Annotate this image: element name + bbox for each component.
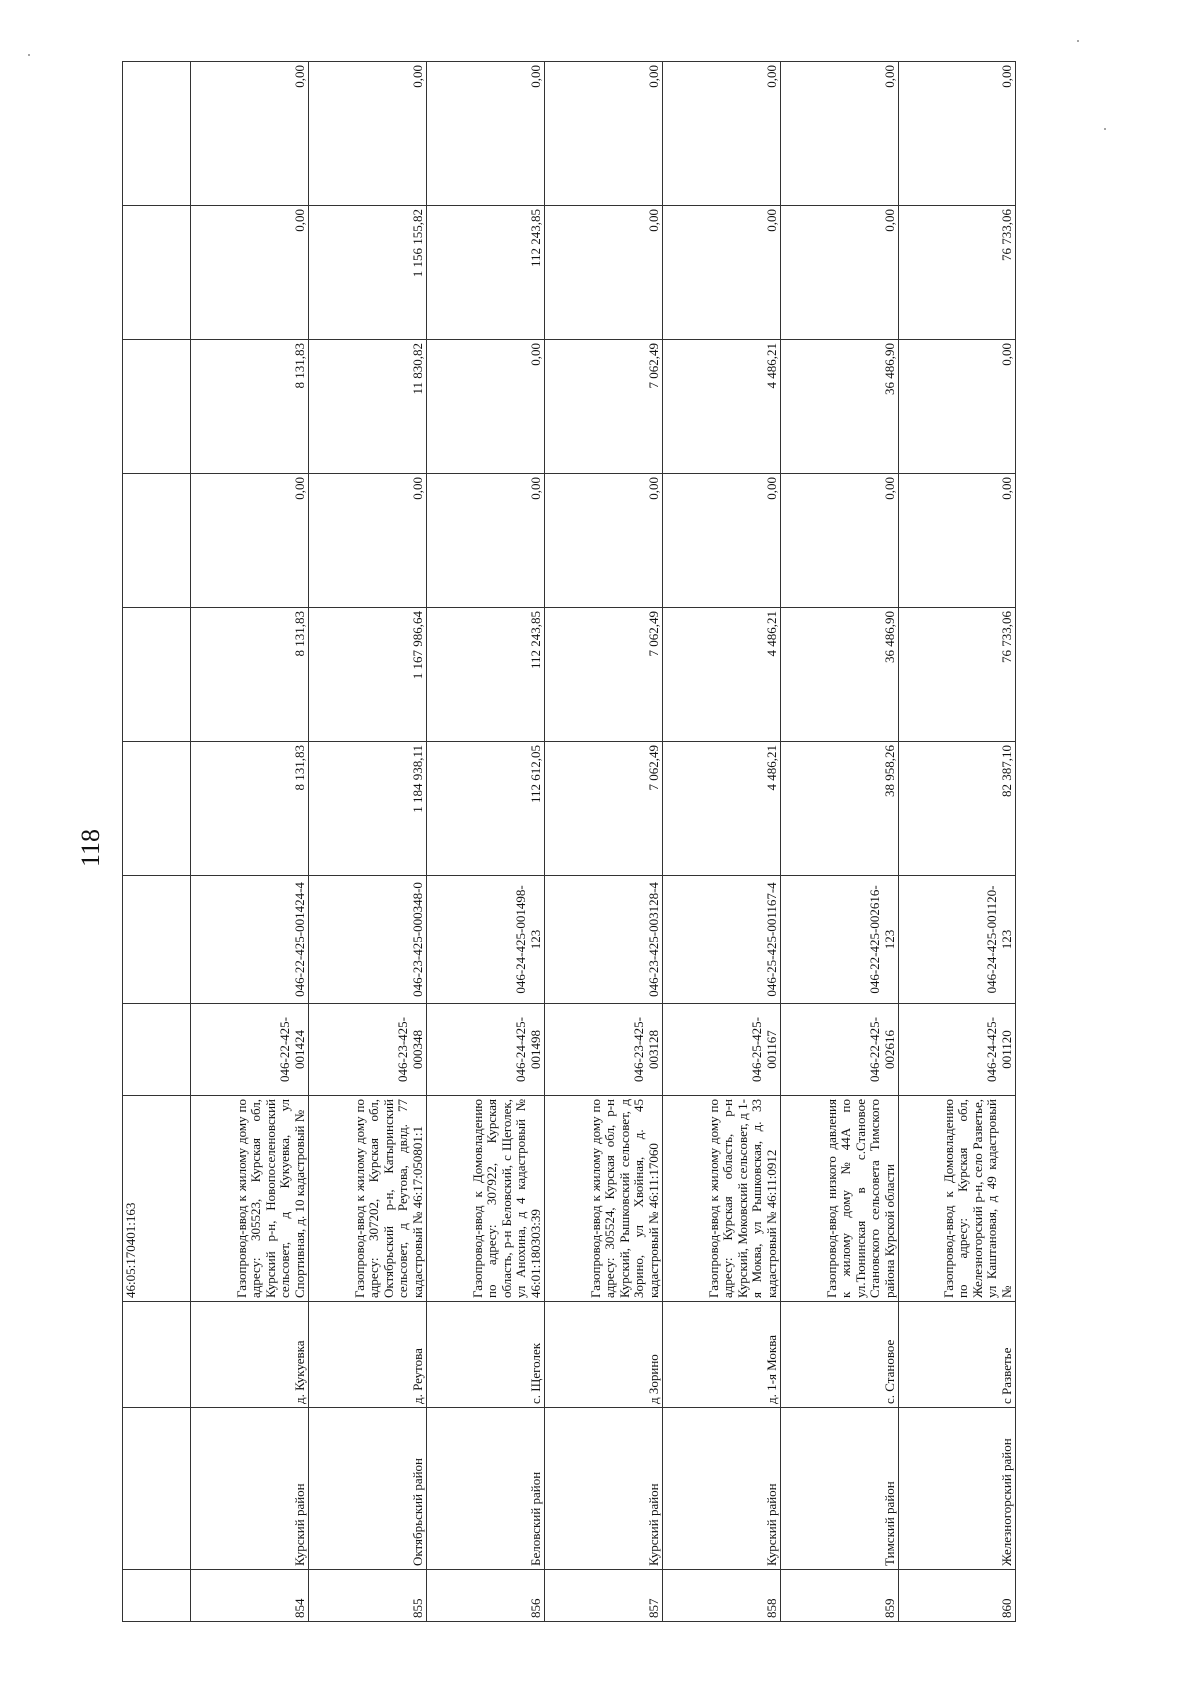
cell-inventory-short: 046-24-425-001120 [899,1004,1016,1096]
cell-inventory-full: 046-24-425-001120-123 [899,876,1016,1004]
cell-value-4: 4 486,21 [663,340,781,474]
cell-description: Газопровод-ввод к жилому дому по адресу: 307202, Курская обл, Октябрьский р-н, Катыринский сельсовет, д Реутова, двлд. 77 кадастровый № 46:17:050801:1 [309,1096,427,1302]
cell-value-6: 0,00 [545,62,663,206]
cell-inventory-full: 046-22-425-002616-123 [781,876,899,1004]
cell-value-3: 0,00 [427,474,545,608]
cell-inventory-full: 046-23-425-003128-4 [545,876,663,1004]
cell-value-3: 0,00 [545,474,663,608]
rotated-table-wrapper [122,62,1015,1622]
cell-empty [123,1302,191,1408]
cell-inventory-short: 046-23-425-003128 [545,1004,663,1096]
cell-value-3: 0,00 [663,474,781,608]
cell-value-6: 0,00 [781,62,899,206]
cell-value-1: 1 184 938,11 [309,742,427,876]
cell-locality: д. 1-я Моква [663,1302,781,1408]
cell-locality: с. Становое [781,1302,899,1408]
cell-row-number: 859 [781,1570,899,1622]
cell-value-3: 0,00 [309,474,427,608]
cell-district: Курский район [191,1408,309,1570]
cell-value-5: 112 243,85 [427,206,545,340]
cell-locality: с Разветье [899,1302,1016,1408]
cell-value-3: 0,00 [899,474,1016,608]
cell-value-6: 0,00 [309,62,427,206]
cell-empty [123,1570,191,1622]
cell-value-2: 4 486,21 [663,608,781,742]
cell-value-5: 0,00 [781,206,899,340]
cell-value-5: 0,00 [663,206,781,340]
cell-empty [123,62,191,206]
cell-district: Железногорский район [899,1408,1016,1570]
cell-value-2: 112 243,85 [427,608,545,742]
cell-inventory-full: 046-22-425-001424-4 [191,876,309,1004]
cell-value-5: 0,00 [545,206,663,340]
cell-empty [123,608,191,742]
cell-district: Беловский район [427,1408,545,1570]
cell-locality: д. Реутова [309,1302,427,1408]
cell-row-number: 855 [309,1570,427,1622]
cell-value-3: 0,00 [781,474,899,608]
table-row [191,62,309,1622]
cell-description: Газопровод-ввод к жилому дому по адресу: 305524, Курская обл, р-н Курский, Рышковский сельсовет, д Зорино, ул Хвойная, д. 45 кадастровый № 46:11:17060 [545,1096,663,1302]
cell-value-4: 0,00 [427,340,545,474]
cell-value-4: 0,00 [899,340,1016,474]
table-row [545,62,663,1622]
cell-empty [123,206,191,340]
table-row [663,62,781,1622]
cell-value-1: 82 387,10 [899,742,1016,876]
cell-value-2: 8 131,83 [191,608,309,742]
cell-inventory-full: 046-23-425-000348-0 [309,876,427,1004]
cell-value-2: 76 733,06 [899,608,1016,742]
page-number: 118 [76,828,105,868]
cell-value-2: 1 167 986,64 [309,608,427,742]
cell-district: Тимский район [781,1408,899,1570]
cell-value-1: 7 062,49 [545,742,663,876]
cell-value-2: 7 062,49 [545,608,663,742]
cell-cadastral: 46:05:170401:163 [123,1096,191,1302]
cell-inventory-short: 046-25-425-001167 [663,1004,781,1096]
cell-row-number: 856 [427,1570,545,1622]
cell-description: Газопровод-ввод к Домовладению по адресу: Курская обл, Железногорский р-н, село Разветье, ул Каштановая, д 49 кадастровый № [899,1096,1016,1302]
cell-value-4: 36 486,90 [781,340,899,474]
cell-value-2: 36 486,90 [781,608,899,742]
cell-inventory-full: 046-24-425-001498-123 [427,876,545,1004]
cell-value-4: 11 830,82 [309,340,427,474]
cell-district: Курский район [663,1408,781,1570]
cell-empty [123,742,191,876]
cell-value-5: 0,00 [191,206,309,340]
cell-empty [123,474,191,608]
property-register-table [122,61,1016,1622]
table-row [899,62,1016,1622]
cell-description: Газопровод-ввод к жилому дому по адресу: 305523, Курская обл, Курский р-н, Новопоселеновский сельсовет, д Кукуевка, ул Спортивная, д. 10 кадастровый № [191,1096,309,1302]
cell-value-1: 4 486,21 [663,742,781,876]
cell-district: Октябрьский район [309,1408,427,1570]
scan-speck [1104,128,1106,130]
cell-inventory-short: 046-22-425-001424 [191,1004,309,1096]
cell-value-5: 76 733,06 [899,206,1016,340]
cell-row-number: 857 [545,1570,663,1622]
cell-inventory-short: 046-22-425-002616 [781,1004,899,1096]
cell-row-number: 858 [663,1570,781,1622]
cell-empty [123,1004,191,1096]
cell-locality: с. Щеголек [427,1302,545,1408]
cell-value-6: 0,00 [191,62,309,206]
cell-row-number: 860 [899,1570,1016,1622]
cell-description: Газопровод-ввод низкого давления к жилому дому №44А по ул.Тюнинская в с.Становое Становского сельсовета Тимского района Курской области [781,1096,899,1302]
cell-description: Газопровод-ввод к жилому дому по адресу: Курская область, р-н Курский, Моковский сельсовет, д 1-я Моква, ул Рышковская, д. 33 кадастровый № 46:11:0912 [663,1096,781,1302]
scan-speck [28,54,30,56]
cell-value-4: 7 062,49 [545,340,663,474]
cell-value-6: 0,00 [899,62,1016,206]
cell-locality: д. Кукуевка [191,1302,309,1408]
cell-district: Курский район [545,1408,663,1570]
cell-row-number: 854 [191,1570,309,1622]
cell-inventory-short: 046-23-425-000348 [309,1004,427,1096]
cell-description: Газопровод-ввод к Домовладению по адресу: 307922, Курская область, р-н Беловский, с Щеголек, ул Анохина, д 4 кадастровый № 46:01:180303:39 [427,1096,545,1302]
cell-value-4: 8 131,83 [191,340,309,474]
table-row [427,62,545,1622]
cell-inventory-full: 046-25-425-001167-4 [663,876,781,1004]
cell-value-6: 0,00 [663,62,781,206]
cell-value-6: 0,00 [427,62,545,206]
cell-inventory-short: 046-24-425-001498 [427,1004,545,1096]
cell-locality: д Зорино [545,1302,663,1408]
table-row-continuation [123,62,191,1622]
table-row [781,62,899,1622]
cell-value-1: 8 131,83 [191,742,309,876]
cell-value-1: 112 612,05 [427,742,545,876]
scan-speck [1077,40,1079,42]
table-row [309,62,427,1622]
cell-value-5: 1 156 155,82 [309,206,427,340]
cell-empty [123,876,191,1004]
cell-empty [123,1408,191,1570]
cell-value-3: 0,00 [191,474,309,608]
cell-empty [123,340,191,474]
cell-value-1: 38 958,26 [781,742,899,876]
